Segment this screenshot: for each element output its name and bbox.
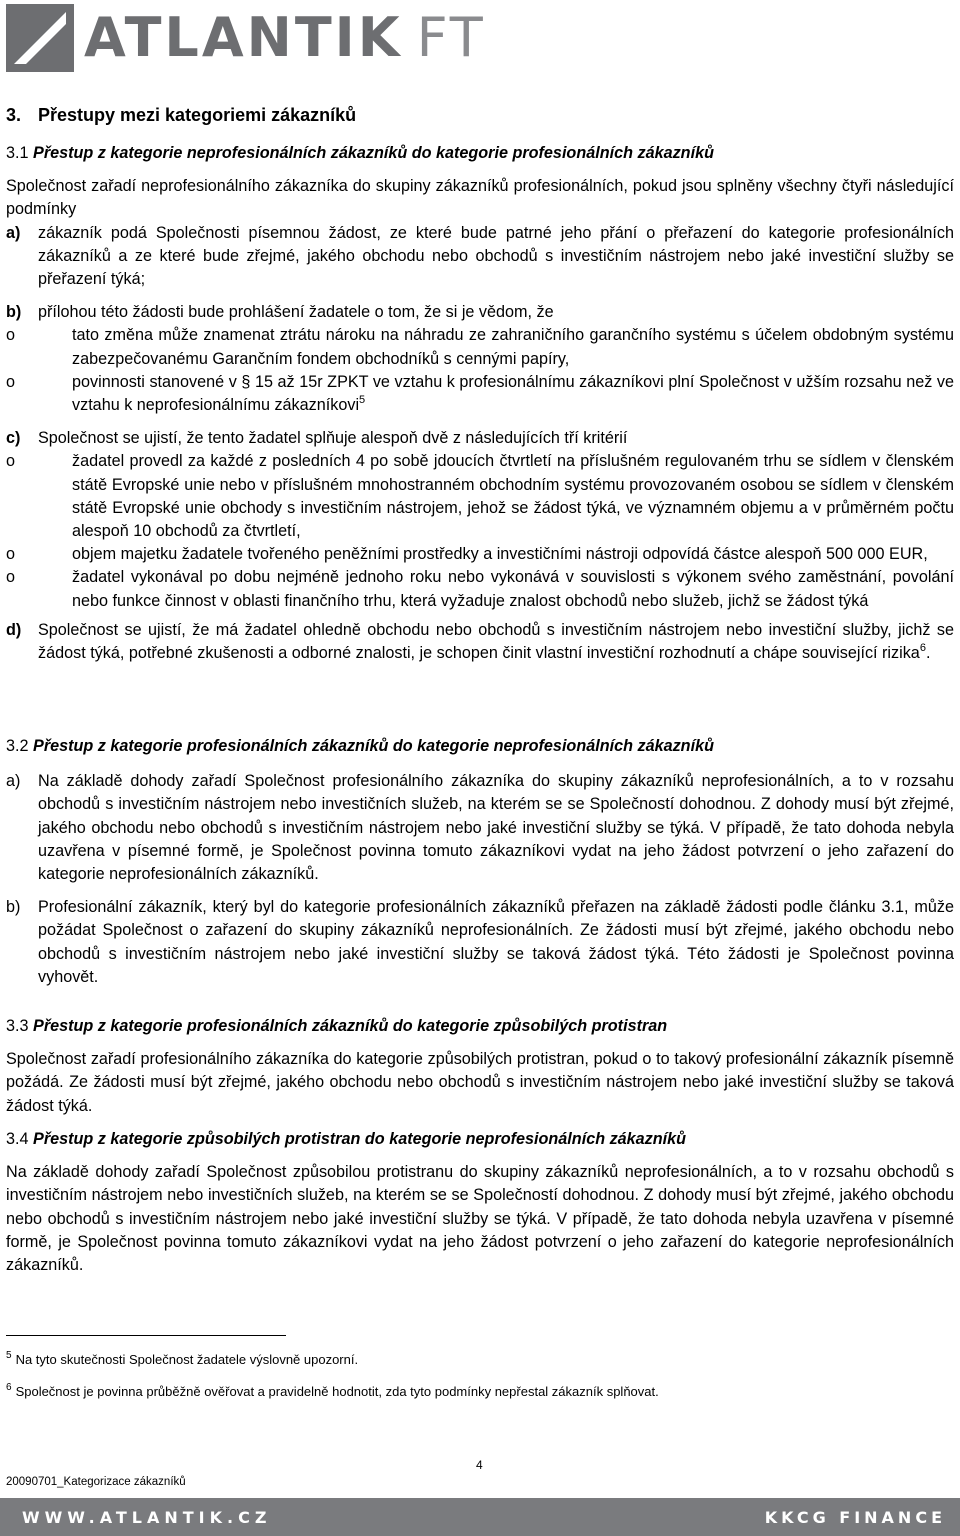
logo-wordmark	[84, 6, 486, 69]
list-bullet	[6, 566, 954, 612]
subsection-number: 3.1	[6, 144, 29, 162]
paragraph: Společnost zařadí profesionálního zákazníka do kategorie způsobilých protistran, pokud o to takový profesionální zákazník písemně požádá. Ze žádosti musí být zřejmé, jakého obchodu nebo obchodů s investičním nástrojem nebo jaké investiční služby se taková žádost týká.	[6, 1050, 954, 1115]
list-text-body: Společnost se ujistí, že má žadatel ohledně obchodu nebo obchodů s investičním nástrojem nebo investiční služby, jichž se žádost týká, potřebné zkušenosti a odborné znalosti, je schopen činit vlastní investiční rozhodnutí a chápe související rizika	[38, 620, 954, 663]
list-item-a	[6, 770, 954, 886]
footnote	[6, 1348, 358, 1368]
list-label: c)	[6, 429, 21, 448]
list-text: Profesionální zákazník, který byl do kategorie profesionálních zákazníků přeřazen na základě žádosti podle článku 3.1, může požádat Společnost o zařazení do skupiny zákazníků neprofesionálních. Ze žádosti musí být zřejmé, jakého obchodu nebo obchodů s investičním nástrojem nebo jaké investiční služby se taková žádost týká. Této žádosti je Společnost povinna vyhovět.	[38, 898, 954, 986]
bullet-text-body: povinnosti stanovené v § 15 až 15r ZPKT ve vztahu k profesionálnímu zákazníkovi plní Společnost v užším rozsahu než ve vztahu k neprofesionálnímu zákazníkovi	[72, 372, 954, 415]
list-item-d	[6, 619, 954, 665]
section-3-3	[6, 1015, 954, 1118]
bullet-text: žadatel vykonával po dobu nejméně jednoho roku nebo vykonává v souvislosti s výkonem svého zaměstnání, povolání nebo funkce činnost v oblasti finančního trhu, která vyžaduje znalost obchodů nebo služeb, jichž se žádost týká	[72, 568, 954, 610]
list-label: a)	[6, 772, 21, 791]
list-text-end: .	[925, 644, 931, 663]
logo-brand: ATLANTIK	[84, 6, 403, 69]
section-heading	[6, 104, 356, 127]
list-text: Na základě dohody zařadí Společnost profesionálního zákazníka do skupiny zákazníků neprofesionálních, a to v rozsahu obchodů s investičním nástrojem nebo investičních služeb, na kterém se se Společností dohodnou. Z dohody musí být zřejmé, jakého obchodu nebo obchodů s investičním nástrojem nebo jaké investiční služby se týká. V případě, že tato dohoda nebyla uzavřena v písemné formě, je Společnost povinna tomuto zákazníkovi vydat na jeho žádost potvrzení o jeho zařazení do kategorie neprofesionálních zákazníků.	[38, 772, 954, 884]
section-number: 3.	[6, 105, 22, 125]
subsection-heading-3-3	[6, 1015, 954, 1038]
bullet-text: žadatel provedl za každé z posledních 4 po sobě jdoucích čtvrtletí na příslušném regulovaném trhu se sídlem v členském státě Evropské unie nebo v příslušném mnohostranném obchodním systému provozovaném osobou se sídlem v členském státě Evropské unie obchody s investičním nástrojem, jehož se žádost týká, ve významném objemu a v průměrném počtu alespoň 10 obchodů za čtvrtletí,	[72, 452, 954, 541]
subsection-heading-3-4	[6, 1128, 954, 1151]
list-text: Společnost se ujistí, že tento žadatel splňuje alespoň dvě z následujících tří kritérií	[38, 429, 628, 448]
footer-group-name: KKCG FINANCE	[764, 1507, 946, 1527]
subsection-title: Přestup z kategorie neprofesionálních zákazníků do kategorie profesionálních zákazníků	[33, 144, 714, 162]
paragraph: Společnost zařadí neprofesionálního zákazníka do skupiny zákazníků profesionálních, pokud jsou splněny všechny čtyři následující podmínky	[6, 177, 954, 219]
list-label: d)	[6, 620, 22, 639]
page-number: 4	[476, 1458, 483, 1472]
list-item-b	[6, 301, 954, 324]
subsection-number: 3.2	[6, 737, 29, 755]
section-3-4	[6, 1128, 954, 1277]
list-bullet	[6, 543, 954, 566]
subsection-title: Přestup z kategorie způsobilých protistran do kategorie neprofesionálních zákazníků	[33, 1130, 687, 1148]
bullet-icon: o	[6, 372, 16, 391]
section-3-1	[6, 142, 954, 665]
footer-bar	[0, 1498, 960, 1536]
bullet-icon: o	[6, 568, 16, 587]
subsection-title: Přestup z kategorie profesionálních zákazníků do kategorie neprofesionálních zákazníků	[33, 737, 714, 755]
document-name: 20090701_Kategorizace zákazníků	[6, 1476, 186, 1488]
list-text	[38, 619, 954, 665]
list-text: zákazník podá Společnosti písemnou žádost, ze které bude patrné jeho přání o přeřazení do kategorie profesionálních zákazníků a ze které bude zřejmé, jakého obchodu nebo obchodů s investičním nástrojem nebo jaké investiční služby se přeřazení týká;	[38, 223, 954, 289]
footnote-ref: 5	[359, 394, 366, 407]
paragraph: Na základě dohody zařadí Společnost způsobilou protistranu do skupiny zákazníků neprofesionálních, a to v rozsahu obchodů s investičním nástrojem nebo investičních služeb, na kterém se se Společností dohodnou. Z dohody musí být zřejmé, jakého obchodu nebo obchodů s investičním nástrojem nebo jaké investiční služby se týká. V případě, že tato dohoda nebyla uzavřena v písemné formě, je Společnost povinna tomuto zákazníkovi vydat na jeho žádost potvrzení o jeho zařazení do kategorie neprofesionálních zákazníků.	[6, 1163, 954, 1275]
bullet-icon: o	[6, 545, 16, 564]
logo-suffix: FT	[416, 6, 486, 69]
section-3-2	[6, 735, 954, 989]
list-item-c	[6, 427, 954, 450]
subsection-heading-3-2	[6, 735, 954, 758]
list-label: a)	[6, 223, 21, 242]
list-bullet	[6, 450, 954, 543]
footnote-text: Společnost je povinna průběžně ověřovat a pravidelně hodnotit, zda tyto podmínky nepřestal zákazník splňovat.	[15, 1384, 659, 1399]
atlantik-logo-mark-icon	[6, 4, 74, 72]
bullet-icon: o	[6, 452, 16, 471]
list-bullet	[6, 371, 954, 417]
footer-website-link[interactable]: WWW.ATLANTIK.CZ	[22, 1507, 272, 1527]
company-logo	[6, 4, 486, 72]
footnote-mark: 5	[6, 1350, 12, 1361]
list-text: přílohou této žádosti bude prohlášení žadatele o tom, že si je vědom, že	[38, 303, 554, 322]
list-label: b)	[6, 898, 21, 917]
footnote-ref: 6	[919, 642, 926, 655]
bullet-text	[72, 371, 954, 417]
subsection-heading-3-1	[6, 142, 954, 165]
footnote-text: Na tyto skutečnosti Společnost žadatele výslovně upozorní.	[15, 1352, 359, 1367]
footnote	[6, 1380, 659, 1400]
bullet-text: tato změna může znamenat ztrátu nároku na náhradu ze zahraničního garančního systému s účelem obdobným systému zabezpečovanému Garančním fondem obchodníků s cennými papíry,	[72, 326, 954, 368]
subsection-title: Přestup z kategorie profesionálních zákazníků do kategorie způsobilých protistran	[33, 1017, 668, 1035]
footnote-mark: 6	[6, 1382, 12, 1393]
subsection-number: 3.4	[6, 1130, 29, 1148]
list-label: b)	[6, 303, 22, 322]
list-item-b	[6, 896, 954, 989]
footnote-divider	[6, 1335, 286, 1336]
list-bullet	[6, 324, 954, 370]
subsection-number: 3.3	[6, 1017, 29, 1035]
section-title: Přestupy mezi kategoriemi zákazníků	[38, 105, 357, 125]
bullet-icon: o	[6, 326, 16, 345]
bullet-text: objem majetku žadatele tvořeného peněžními prostředky a investičními nástroji odpovídá částce alespoň 500 000 EUR,	[72, 545, 928, 564]
list-item-a	[6, 222, 954, 292]
